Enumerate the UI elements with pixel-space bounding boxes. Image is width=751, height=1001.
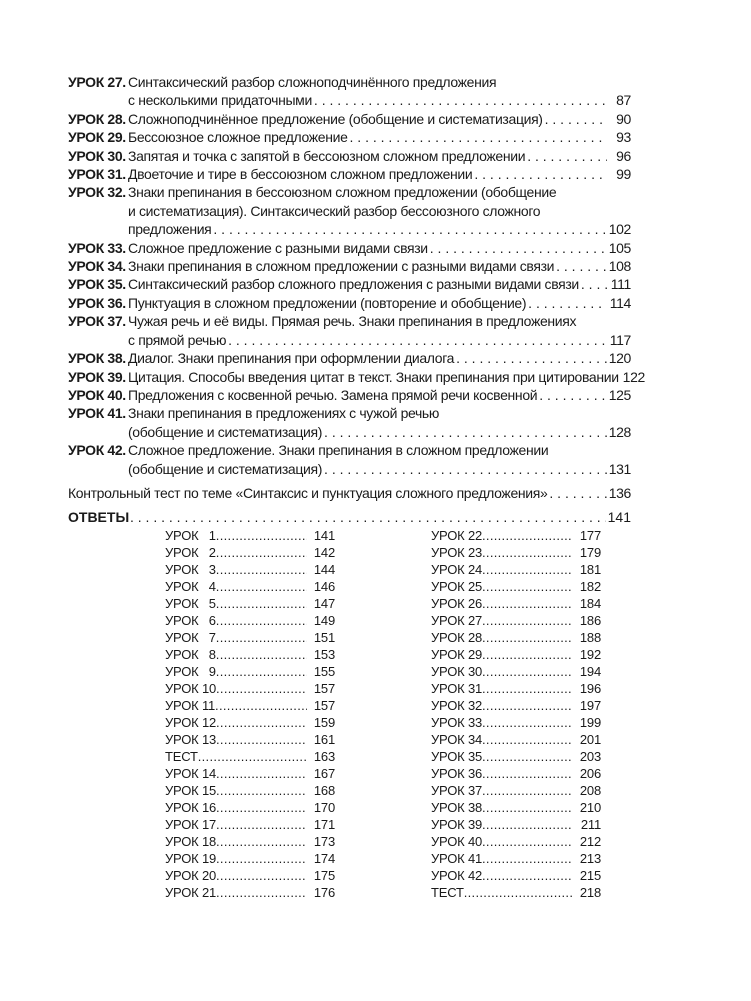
answer-index-label: УРОК 27 [431,613,482,628]
answer-index-label: УРОК 38 [431,800,482,815]
page-number: 144 [313,562,335,577]
page-number: 87 [616,92,631,109]
answer-index-label: УРОК 14 [165,766,216,781]
page-number: 203 [579,749,601,764]
dot-leader [430,239,607,257]
lesson-title-line: Двоеточие и тире в бессоюзном сложном предложении [128,166,473,183]
dot-leader [482,629,573,646]
lesson-title [128,294,631,312]
page-number: 149 [313,613,335,628]
answer-index-item[interactable] [431,799,601,816]
dot-leader [216,884,307,901]
answer-index-label: УРОК 24 [431,562,482,577]
page-number: 173 [313,834,335,849]
page-number: 167 [313,766,335,781]
dot-leader [216,680,307,697]
lesson-number: УРОК 41. [68,405,126,422]
answer-index-item[interactable] [431,680,601,697]
dot-leader [482,816,573,833]
lesson-number: УРОК 31. [68,166,126,183]
page-number: 171 [313,817,335,832]
answer-index-label: УРОК 34 [431,732,482,747]
page-number: 192 [579,647,601,662]
dot-leader [482,612,573,629]
dot-leader [482,697,573,714]
dot-leader [216,595,307,612]
lesson-title [128,110,631,128]
lesson-title [128,368,645,386]
page-number: 90 [616,110,631,127]
toc-entry[interactable] [68,147,631,165]
answer-index-item[interactable] [431,663,601,680]
page-number: 181 [579,562,601,577]
answer-index-label: УРОК 2 [165,545,216,560]
dot-leader [482,561,573,578]
answer-index-label: ТЕСТ [165,749,198,764]
lesson-title [128,386,631,404]
lesson-title-line: предложения [128,221,212,238]
lesson-number: УРОК 40. [68,386,126,403]
dot-leader [482,748,573,765]
answer-index-label: УРОК 5 [165,596,216,611]
page-number: 197 [579,698,601,713]
dot-leader [549,484,606,502]
answer-index-label: УРОК 19 [165,851,216,866]
answer-index-item[interactable] [165,833,335,850]
answer-index-item[interactable] [431,527,601,544]
lesson-title-line: с несколькими придаточными [128,92,312,109]
answer-index-label: УРОК 25 [431,579,482,594]
answer-index-item[interactable] [165,714,335,731]
answer-index-item[interactable] [165,544,335,561]
lesson-number: УРОК 34. [68,258,126,275]
answer-index-item[interactable] [165,663,335,680]
answer-index-item[interactable] [431,544,601,561]
lesson-title-line: Знаки препинания в бессоюзном сложном предложении (обобщение [128,184,557,201]
page-number: 199 [579,715,601,730]
dot-leader [216,578,307,595]
lesson-title [128,404,631,441]
dot-leader [350,128,607,146]
answer-index-item[interactable] [431,748,601,765]
toc-entry[interactable] [68,165,631,183]
page-number: 102 [608,221,631,238]
answer-index-item[interactable] [431,561,601,578]
dot-leader [528,294,607,312]
toc-entry[interactable] [68,239,631,257]
answer-index-label: УРОК 20 [165,868,216,883]
table-of-contents [68,73,645,527]
answer-index-label: УРОК 15 [165,783,216,798]
answer-index-label: УРОК 41 [431,851,482,866]
dot-leader [482,782,573,799]
dot-leader [482,799,573,816]
dot-leader [216,799,307,816]
dot-leader [482,867,573,884]
page-number: 155 [313,664,335,679]
dot-leader [215,697,307,714]
toc-entry[interactable] [68,183,631,238]
page-number: 125 [608,386,631,403]
answer-index-label: УРОК 37 [431,783,482,798]
lesson-title-line: и систематизация). Синтаксический разбор бессоюзного сложного [128,202,541,219]
answer-index-label: ТЕСТ [431,885,464,900]
page-number: 206 [579,766,601,781]
dot-leader [482,714,573,731]
page-number: 105 [608,239,631,256]
lesson-number: УРОК 35. [68,276,126,293]
lesson-number: УРОК 30. [68,147,126,164]
page-number: 111 [610,276,631,293]
page-number: 141 [313,528,335,543]
lesson-title [128,275,631,293]
page-number: 196 [579,681,601,696]
page-number: 141 [607,509,631,526]
answer-index-label: УРОК 16 [165,800,216,815]
answer-index-label: УРОК 10 [165,681,216,696]
answer-index-item[interactable] [165,680,335,697]
answer-index-label: УРОК 3 [165,562,216,577]
answer-index-label: УРОК 6 [165,613,216,628]
page-number: 175 [313,868,335,883]
page-number: 161 [313,732,335,747]
lesson-title-line: (обобщение и систематизация) [128,423,323,440]
answer-index-label: УРОК 33 [431,715,482,730]
toc-entry[interactable] [68,110,631,128]
toc-entry[interactable] [68,368,645,386]
dot-leader [464,884,573,901]
dot-leader [545,110,607,128]
answer-index-item[interactable] [431,850,601,867]
page-number: 176 [313,885,335,900]
dot-leader [216,714,307,731]
dot-leader [482,731,573,748]
toc-entry-answers[interactable] [68,508,631,526]
page-number: 194 [579,664,601,679]
dot-leader [581,275,607,293]
lesson-number: УРОК 28. [68,110,126,127]
lesson-number: УРОК 33. [68,239,126,256]
dot-leader [482,663,573,680]
answer-index-item[interactable] [165,561,335,578]
answer-index-label: УРОК 36 [431,766,482,781]
page-number: 179 [579,545,601,560]
lesson-title-line: Синтаксический разбор сложноподчинённого предложения [128,74,497,90]
page-number: 136 [608,484,631,501]
lesson-title [128,165,631,183]
answer-index-label: УРОК 32 [431,698,482,713]
page-number: 108 [608,258,631,275]
page-number: 128 [608,423,631,440]
answer-index-label: УРОК 17 [165,817,216,832]
answer-index-label: УРОК 18 [165,834,216,849]
page-number: 153 [313,647,335,662]
page-number: 146 [313,579,335,594]
answer-index-label: УРОК 1 [165,528,216,543]
dot-leader [482,646,573,663]
toc-entry[interactable] [68,128,631,146]
lesson-title-line: Синтаксический разбор сложного предложения с разными видами связи [128,276,579,293]
lesson-title-line: с прямой речью [128,331,227,348]
page-number: 117 [609,331,631,348]
dot-leader [474,165,607,183]
lesson-title [128,441,631,478]
dot-leader [130,508,606,526]
dot-leader [556,257,607,275]
answer-index-label: УРОК 26 [431,596,482,611]
page-number: 157 [313,681,335,696]
answer-index-label: УРОК 39 [431,817,482,832]
answer-index-label: УРОК 11 [165,698,216,713]
answer-index-label: УРОК 31 [431,681,482,696]
answers-heading: ОТВЕТЫ [68,509,130,526]
answer-index-item[interactable] [165,816,335,833]
answer-index-item[interactable] [431,578,601,595]
lesson-number: УРОК 29. [68,129,126,146]
answer-index-item[interactable] [165,629,335,646]
page-number: 188 [579,630,601,645]
page-number: 96 [616,147,631,164]
dot-leader [482,680,573,697]
answer-index-label: УРОК 7 [165,630,216,645]
dot-leader [482,595,573,612]
toc-entry[interactable] [68,257,631,275]
answer-index-item[interactable] [431,595,601,612]
answer-index-label: УРОК 12 [165,715,216,730]
answer-index-item[interactable] [165,595,335,612]
toc-entry[interactable] [68,312,631,349]
lesson-title-line: Сложное предложение с разными видами связи [128,239,428,256]
lesson-title-line: Бессоюзное сложное предложение [128,129,348,146]
answer-index-label: УРОК 8 [165,647,216,662]
dot-leader [324,460,607,478]
page-number: 215 [579,868,601,883]
answer-index-item[interactable] [431,765,601,782]
toc-entry-control-test[interactable] [68,484,631,502]
dot-leader [216,629,307,646]
page-number: 182 [579,579,601,594]
answer-index-item[interactable] [431,697,601,714]
lesson-number: УРОК 36. [68,294,126,311]
page-number: 208 [579,783,601,798]
dot-leader [198,748,307,765]
toc-entry[interactable] [68,441,631,478]
dot-leader [216,561,307,578]
dot-leader [314,91,607,109]
answer-index-label: УРОК 4 [165,579,216,594]
answer-index-item[interactable] [165,884,335,901]
dot-leader [482,765,573,782]
page-number: 186 [579,613,601,628]
lesson-title [128,349,631,367]
answer-index-item[interactable] [165,867,335,884]
page-number: 131 [608,460,631,477]
page-number: 159 [313,715,335,730]
answer-index-label: УРОК 30 [431,664,482,679]
answer-index-item[interactable] [431,612,601,629]
answer-index-label: УРОК 13 [165,732,216,747]
dot-leader [216,527,307,544]
lesson-title [128,257,631,275]
page-number: 142 [313,545,335,560]
lesson-number: УРОК 38. [68,350,126,367]
answers-column-right [431,527,601,901]
lesson-title [128,147,631,165]
answer-index-item[interactable] [165,731,335,748]
lesson-number: УРОК 32. [68,184,126,201]
lesson-title-line: Диалог. Знаки препинания при оформлении диалога [128,350,455,367]
page-number: 122 [622,368,645,385]
answer-index-label: УРОК 9 [165,664,216,679]
page-number: 212 [579,834,601,849]
dot-leader [527,147,607,165]
toc-entry[interactable] [68,294,631,312]
lesson-title-line: (обобщение и систематизация) [128,460,323,477]
dot-leader [216,646,307,663]
answer-index-label: УРОК 40 [431,834,482,849]
lesson-title-line: Сложноподчинённое предложение (обобщение и систематизация) [128,110,543,127]
page-number: 218 [579,885,601,900]
answer-index-label: УРОК 35 [431,749,482,764]
page-number: 157 [313,698,335,713]
answer-index-item[interactable] [165,765,335,782]
lesson-title-line: Цитация. Способы введения цитат в текст. Знаки препинания при цитировании [128,368,619,385]
lesson-title-line: Запятая и точка с запятой в бессоюзном сложном предложении [128,147,526,164]
dot-leader [456,349,607,367]
dot-leader [482,850,573,867]
answer-index-item[interactable] [431,731,601,748]
page-number: 99 [616,166,631,183]
dot-leader [216,850,307,867]
answer-index-item[interactable] [431,714,601,731]
answer-index-item[interactable] [431,884,601,901]
lesson-title-line: Пунктуация в сложном предложении (повторение и обобщение) [128,294,527,311]
dot-leader [216,731,307,748]
lesson-title-line: Предложения с косвенной речью. Замена прямой речи косвенной [128,386,538,403]
answer-index-item[interactable] [431,782,601,799]
page-number: 184 [579,596,601,611]
lesson-title [128,183,631,238]
page-number: 213 [579,851,601,866]
dot-leader [482,544,573,561]
answer-index-item[interactable] [165,612,335,629]
dot-leader [228,331,607,349]
answer-index-label: УРОК 21 [165,885,216,900]
page-number: 170 [313,800,335,815]
page-number: 120 [608,350,631,367]
dot-leader [213,220,606,238]
lesson-title-line: Знаки препинания в сложном предложении с разными видами связи [128,258,555,275]
page-number: 147 [313,596,335,611]
lesson-number: УРОК 37. [68,313,126,330]
answer-index-item[interactable] [165,697,335,714]
answer-index-label: УРОК 22 [431,528,482,543]
toc-entry[interactable] [68,275,631,293]
answer-index-item[interactable] [165,748,335,765]
page-number: 93 [616,129,631,146]
page-number: 168 [313,783,335,798]
lesson-title-line: Сложное предложение. Знаки препинания в сложном предложении [128,442,549,459]
page-number: 211 [580,817,601,832]
dot-leader [539,386,606,404]
dot-leader [216,663,307,680]
lesson-title [128,73,631,110]
page-number: 201 [579,732,601,747]
answer-index-item[interactable] [165,782,335,799]
dot-leader [216,765,307,782]
dot-leader [482,527,573,544]
answers-column-left [165,527,335,901]
page-number: 114 [609,294,631,311]
page-number: 177 [579,528,601,543]
toc-entry[interactable] [68,349,631,367]
lesson-title-line: Знаки препинания в предложениях с чужой речью [128,405,440,422]
lesson-title [128,128,631,146]
dot-leader [216,867,307,884]
answer-index-item[interactable] [165,799,335,816]
answer-index-label: УРОК 42 [431,868,482,883]
lesson-title [128,312,631,349]
dot-leader [216,782,307,799]
answer-index-item[interactable] [165,527,335,544]
answer-index-label: УРОК 23 [431,545,482,560]
lesson-number: УРОК 39. [68,368,126,385]
toc-entry[interactable] [68,404,631,441]
dot-leader [482,833,573,850]
dot-leader [216,612,307,629]
answer-index-item[interactable] [431,646,601,663]
answer-index-item[interactable] [165,850,335,867]
control-test-title: Контрольный тест по теме «Синтаксис и пунктуация сложного предложения» [68,484,548,501]
answer-index-label: УРОК 29 [431,647,482,662]
answer-index-item[interactable] [431,833,601,850]
answer-index-item[interactable] [165,646,335,663]
dot-leader [482,578,573,595]
toc-entry[interactable] [68,386,631,404]
lesson-number: УРОК 42. [68,442,126,459]
answer-index-item[interactable] [431,629,601,646]
answer-index-label: УРОК 28 [431,630,482,645]
page-number: 174 [313,851,335,866]
toc-entry[interactable] [68,73,631,110]
answer-index-item[interactable] [431,816,601,833]
dot-leader [216,816,307,833]
page-number: 163 [313,749,335,764]
page-number: 210 [579,800,601,815]
dot-leader [216,833,307,850]
dot-leader [324,423,607,441]
lesson-title [128,239,631,257]
lesson-number: УРОК 27. [68,74,126,90]
page-number: 151 [313,630,335,645]
lesson-title-line: Чужая речь и её виды. Прямая речь. Знаки препинания в предложениях [128,313,577,330]
answer-index-item[interactable] [165,578,335,595]
dot-leader [216,544,307,561]
answer-index-item[interactable] [431,867,601,884]
